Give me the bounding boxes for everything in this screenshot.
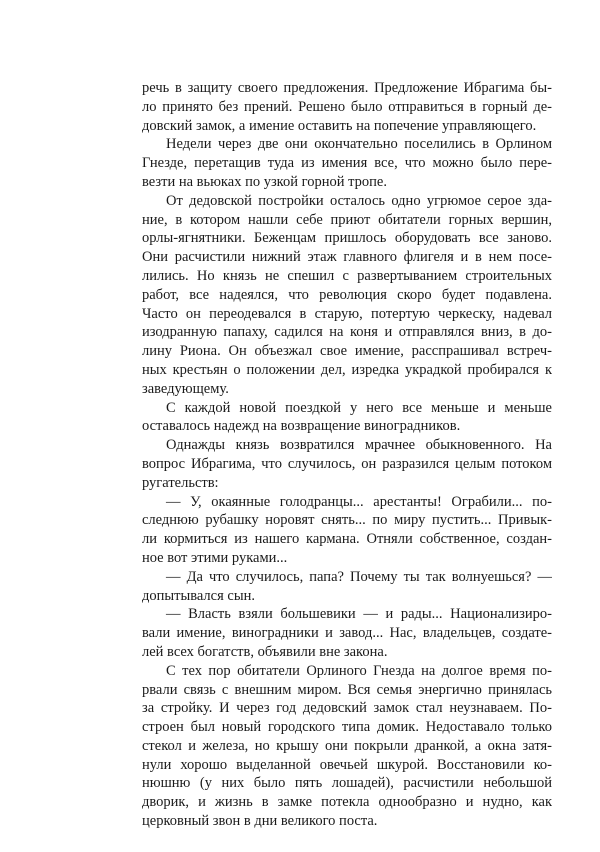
text-line: Часто он переодевался в старую, потертую черкеску, надевал [142,305,552,322]
text-line: работ, все надеялся, что революция скоро будет подавлена. [142,286,552,303]
text-line: ло принято без прений. Решено было отправиться в горный де- [142,98,552,115]
text-line: вопрос Ибрагима, что случилось, он разразился целым потоком [142,455,552,472]
text-line: лились. Но князь не спешил с развертыванием строительных [142,267,552,284]
text-line: лей всех богатств, объявили вне закона. [142,643,388,660]
text-line: речь в защиту своего предложения. Предложение Ибрагима бы- [142,80,552,96]
text-line: следнюю рубашку норовят снять... по миру пустить... Привык- [142,512,552,529]
text-line: — У, окаянные голодранцы... арестанты! Ограбили... по- [166,493,552,510]
text-line: ных крестьян о положении дел, изредка украдкой пробирался к [142,361,552,378]
text-line: оставалось надежд на возвращение виноградников. [142,418,461,435]
text-line: лину Риона. Он объезжал свое имение, расспрашивал встреч- [142,343,552,360]
text-line: Гнезде, перетащив туда из имения все, что можно было пере- [142,155,552,172]
text-line: ное вот этими руками... [142,549,288,566]
text-line: ругательств: [142,474,219,491]
paragraph [142,568,552,606]
paragraph [142,192,552,399]
text-line: нули хорошо выделанной овечьей шкурой. Восстановили ко- [142,756,552,773]
text-line: довский замок, а имение оставить на попечение управляющего. [142,117,537,134]
text-line: везти на вьюках по узкой горной тропе. [142,173,387,190]
text-line: церковный звон в дни великого поста. [142,813,378,830]
paragraph [142,436,552,492]
text-line: ние, в котором нашли себе приют обитатели горных вершин, [142,211,552,228]
paragraph [142,399,552,437]
paragraph [142,605,552,661]
paragraph [142,135,552,191]
text-line: допытывался сын. [142,587,255,604]
text-line: ли кормиться из нашего кармана. Отняли собственное, создан- [142,531,552,548]
paragraph [142,79,552,135]
text-line: Однажды князь возвратился мрачнее обыкновенного. На [166,437,552,454]
text-line: От дедовской постройки осталось одно угрюмое серое зда- [166,192,552,209]
text-line: Недели через две они окончательно поселились в Орлином [166,136,552,153]
text-line: заведующему. [142,380,229,397]
text-line: рвали связь с внешним миром. Вся семья энергично принялась [142,681,552,698]
text-line: — Власть взяли большевики — и рады... Национализиро- [166,606,552,623]
text-line: изодранную папаху, садился на коня и отправлялся вниз, в до- [142,324,552,341]
page-text [142,79,552,831]
text-line: С тех пор обитатели Орлиного Гнезда на долгое время по- [166,662,552,679]
text-line: вали имение, виноградники и завод... Нас, владельцев, создате- [142,625,552,642]
text-line: — Да что случилось, папа? Почему ты так волнуешься? — [166,568,552,585]
text-line: орлы-ягнятники. Беженцам пришлось оборудовать все заново. [142,230,552,247]
text-line: стекол и железа, но крышу они покрыли дранкой, а окна затя- [142,737,552,754]
text-line: Они расчистили нижний этаж главного флигеля и в нем посе- [142,249,552,266]
text-line: С каждой новой поездкой у него все меньше и меньше [166,399,552,416]
text-line: строен был новый городского типа домик. Недоставало только [142,719,552,736]
text-line: за стройку. И через год дедовский замок стал неузнаваем. По- [142,700,552,717]
text-line: нюшню (у них было пять лошадей), расчистили небольшой [142,775,552,792]
text-line: дворик, и жизнь в замке потекла однообразно и нудно, как [142,794,552,811]
paragraph [142,662,552,831]
paragraph [142,493,552,568]
